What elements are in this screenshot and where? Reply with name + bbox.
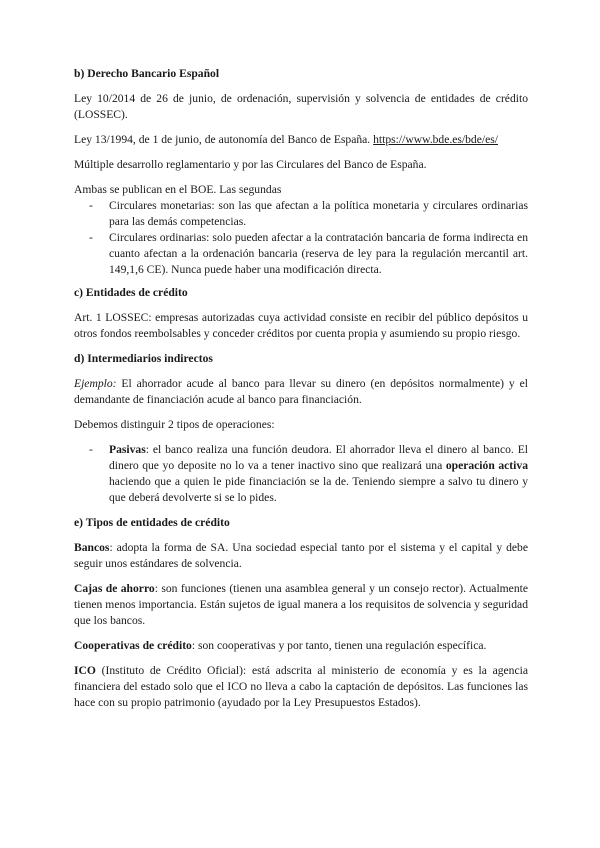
term-cooperativas: Cooperativas de crédito (74, 639, 192, 652)
heading-intermediarios: d) Intermediarios indirectos (74, 352, 213, 365)
document-page (74, 66, 528, 711)
operaciones-list (74, 442, 528, 506)
cajas-text: : son funciones (tienen una asamblea general y un consejo rector). Actualmente tienen menos importancia. Están sujetos de igual manera a los requisitos de solvencia y seguridad que los bancos. (74, 582, 528, 627)
term-cajas: Cajas de ahorro (74, 582, 155, 595)
paragraph-cajas (74, 581, 528, 629)
ico-text: (Instituto de Crédito Oficial): está adscrita al ministerio de economía y es la agencia financiera del estado solo que el ICO no lleva a cabo la captación de depósitos. Las funciones las hace con su propio patrimonio (ayudado por la Ley Presupuestos Estados). (74, 664, 528, 709)
term-ico: ICO (74, 664, 96, 677)
paragraph-boe: Ambas se publican en el BOE. Las segundas (74, 183, 282, 196)
list-item (74, 442, 528, 506)
cooperativas-text: : son cooperativas y por tanto, tienen una regulación específica. (191, 639, 487, 652)
paragraph-cooperativas (74, 638, 528, 654)
circulares-list (74, 198, 528, 278)
heading-entidades-credito: c) Entidades de crédito (74, 286, 188, 299)
list-item-text: Circulares ordinarias: solo pueden afectar a la contratación bancaria de forma indirecta en cuanto afectan a la ordenación bancaria (reserva de ley para la regulación mercantil art. 149,1,6 CE). Nunca puede haber una modificación directa. (109, 231, 528, 276)
bullet-dash: - (89, 199, 93, 212)
paragraph-ico (74, 663, 528, 711)
activa-text: haciendo que a quien le pide financiación se la de. Teniendo siempre a salvo tu dinero y que deberá devolverte si se lo pides. (109, 475, 528, 504)
paragraph-ley-10-2014: Ley 10/2014 de 26 de junio, de ordenación, supervisión y solvencia de entidades de crédito (LOSSEC). (74, 92, 528, 121)
list-item-text: Circulares monetarias: son las que afectan a la política monetaria y circulares ordinarias para las demás competencias. (109, 199, 528, 228)
example-text: El ahorrador acude al banco para llevar su dinero (en depósitos normalmente) y el demandante de financiación acude al banco para financiación. (74, 377, 528, 406)
heading-derecho-bancario: b) Derecho Bancario Español (74, 67, 220, 80)
paragraph-ley-13-1994-text: Ley 13/1994, de 1 de junio, de autonomía del Banco de España. (74, 133, 371, 146)
heading-tipos-entidades: e) Tipos de entidades de crédito (74, 516, 230, 529)
bde-link[interactable]: https://www.bde.es/bde/es/ (373, 133, 498, 146)
paragraph-desarrollo: Múltiple desarrollo reglamentario y por las Circulares del Banco de España. (74, 158, 427, 171)
pasivas-text: : el banco realiza una función deudora. El ahorrador lleva el dinero al banco. El dinero que yo deposite no lo va a tener inactivo sino que realizará una (109, 443, 528, 472)
paragraph-operaciones: Debemos distinguir 2 tipos de operaciones: (74, 418, 275, 431)
bancos-text: : adopta la forma de SA. Una sociedad especial tanto por el sistema y el capital y debe seguir unos estándares de solvencia. (74, 541, 528, 570)
bullet-dash: - (89, 443, 93, 456)
paragraph-bancos (74, 540, 528, 572)
paragraph-ley-13-1994 (74, 132, 528, 148)
paragraph-art-1: Art. 1 LOSSEC: empresas autorizadas cuya actividad consiste en recibir del público depósitos u otros fondos reembolsables y conceder créditos por cuenta propia y asumiendo su propio riesgo. (74, 311, 528, 340)
example-label: Ejemplo: (74, 377, 117, 390)
bullet-dash: - (89, 231, 93, 244)
list-item (74, 230, 528, 278)
list-item (74, 198, 528, 230)
term-operacion-activa: operación activa (445, 459, 528, 472)
term-bancos: Bancos (74, 541, 110, 554)
paragraph-ejemplo (74, 376, 528, 408)
term-pasivas: Pasivas (109, 443, 146, 456)
